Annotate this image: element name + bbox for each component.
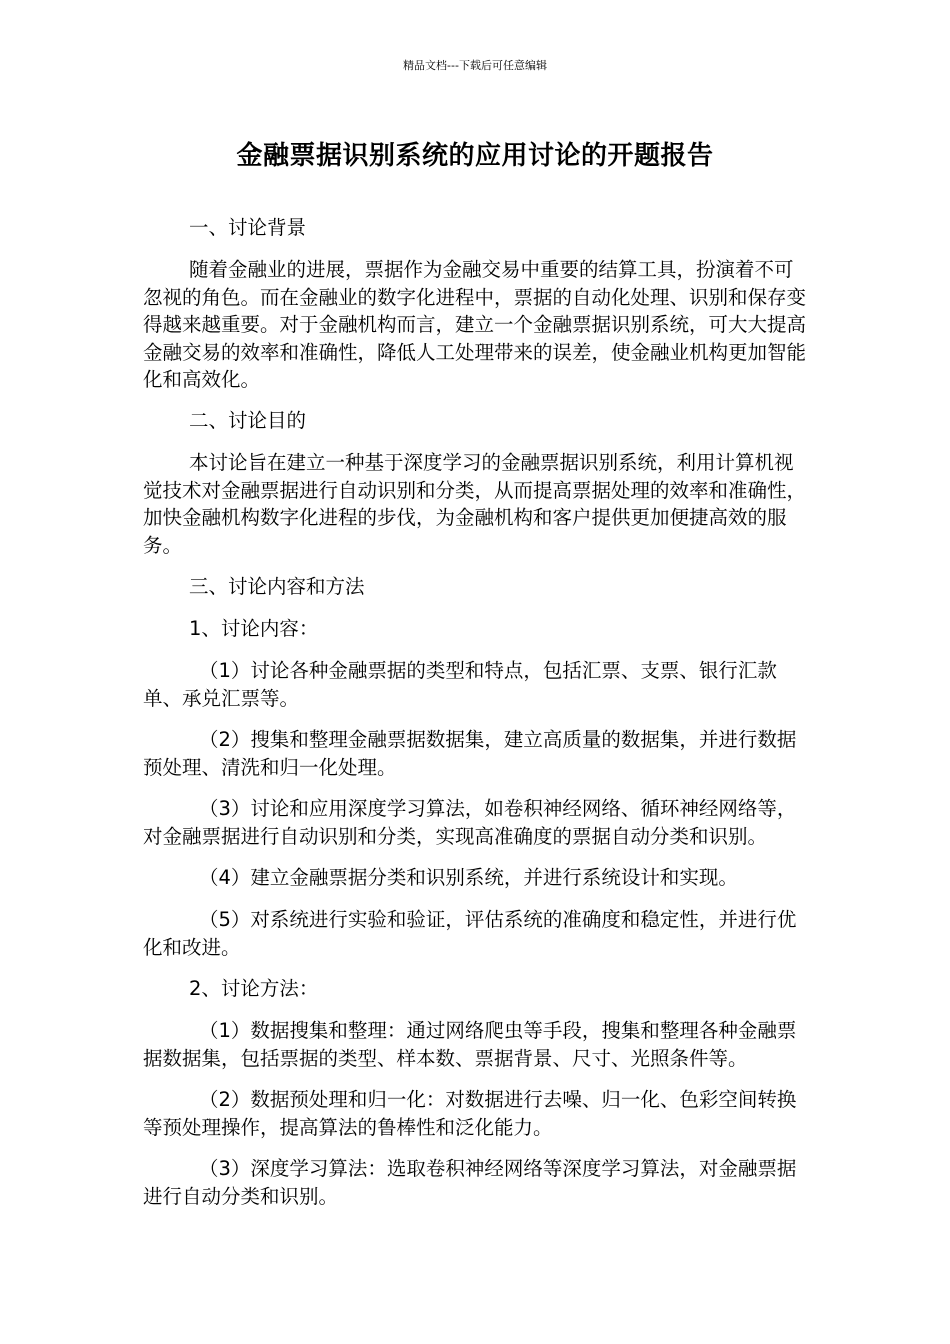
method-item-3: （3）深度学习算法：选取卷积神经网络等深度学习算法，对金融票据进行自动分类和识别。 — [143, 1157, 797, 1208]
content-item-3: （3）讨论和应用深度学习算法，如卷积神经网络、循环神经网络等，对金融票据进行自动识别和分类，实现高准确度的票据自动分类和识别。 — [143, 797, 797, 848]
paragraph-background: 随着金融业的进展，票据作为金融交易中重要的结算工具，扮演着不可忽视的角色。而在金融业的数字化进程中，票据的自动化处理、识别和保存变得越来越重要。对于金融机构而言，建立一个金融票据识别系统，可大大提高金融交易的效率和准确性，降低人工处理带来的误差，使金融业机构更加智能化和高效化。 — [143, 258, 807, 391]
content-item-4: （4）建立金融票据分类和识别系统，并进行系统设计和实现。 — [199, 866, 738, 889]
subheading-method: 2、讨论方法： — [189, 977, 319, 1000]
method-item-2: （2）数据预处理和归一化：对数据进行去噪、归一化、色彩空间转换等预处理操作，提高算法的鲁棒性和泛化能力。 — [143, 1088, 797, 1139]
section-heading-purpose: 二、讨论目的 — [189, 409, 307, 432]
page-header: 精品文档---下载后可任意编辑 — [403, 59, 547, 72]
subheading-content: 1、讨论内容： — [189, 617, 319, 640]
section-heading-content-method: 三、讨论内容和方法 — [189, 575, 365, 598]
paragraph-purpose: 本讨论旨在建立一种基于深度学习的金融票据识别系统，利用计算机视觉技术对金融票据进行自动识别和分类，从而提高票据处理的效率和准确性，加快金融机构数字化进程的步伐，为金融机构和客户提供更加便捷高效的服务。 — [143, 451, 807, 557]
document-title: 金融票据识别系统的应用讨论的开题报告 — [236, 141, 714, 171]
content-item-2: （2）搜集和整理金融票据数据集，建立高质量的数据集，并进行数据预处理、清洗和归一化处理。 — [143, 728, 797, 779]
content-item-5: （5）对系统进行实验和验证，评估系统的准确度和稳定性，并进行优化和改进。 — [143, 908, 797, 959]
content-item-1: （1）讨论各种金融票据的类型和特点，包括汇票、支票、银行汇款单、承兑汇票等。 — [143, 659, 777, 710]
section-heading-background: 一、讨论背景 — [189, 216, 307, 239]
method-item-1: （1）数据搜集和整理：通过网络爬虫等手段，搜集和整理各种金融票据数据集，包括票据的类型、样本数、票据背景、尺寸、光照条件等。 — [143, 1019, 797, 1070]
